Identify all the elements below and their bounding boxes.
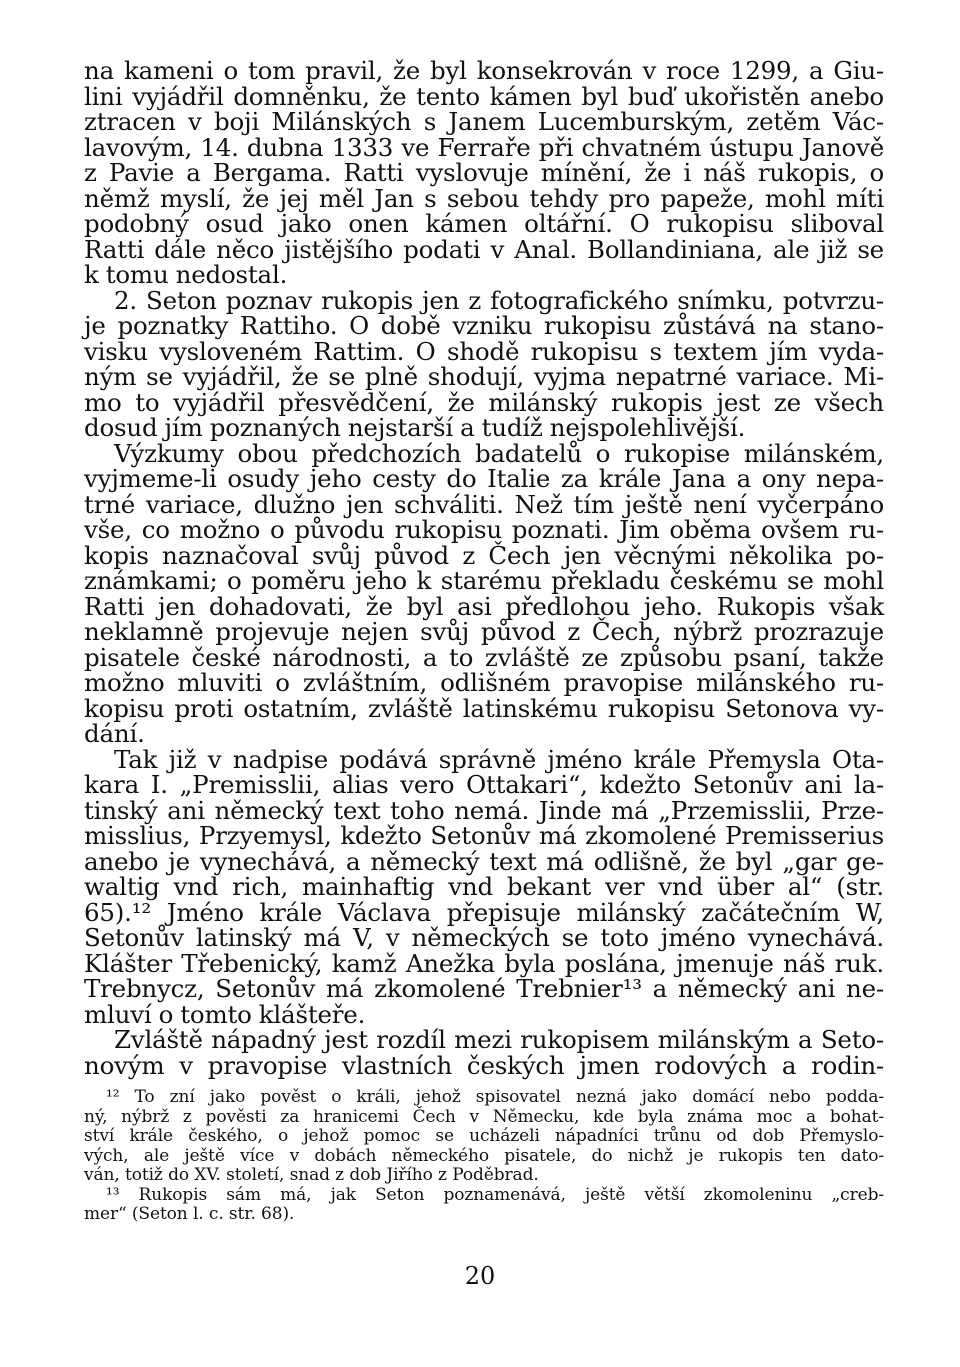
footnote-line: mer“ (Seton l. c. str. 68). xyxy=(84,1204,295,1224)
body-line: vše, co možno o původu rukopisu poznati. Jim oběma ovšem ru- xyxy=(84,515,884,544)
body-line: vyjmeme-li osudy jeho cesty do Italie za krále Jana a ony nepa- xyxy=(84,464,884,493)
footnote-line: ván, totiž do XV. století, snad z dob Jiřího z Poděbrad. xyxy=(84,1165,539,1185)
body-line: dosud jím poznaných nejstarší a tudíž nejspolehlivější. xyxy=(84,413,746,442)
footnotes xyxy=(84,1088,884,1225)
footnote-line: vých, ale ještě více v dobách německého pisatele, do nichž je rukopis ten dato- xyxy=(84,1145,884,1166)
body-line: na kameni o tom pravil, že byl konsekrován v roce 1299, a Giu- xyxy=(84,56,884,85)
body-text xyxy=(84,58,884,1078)
body-line: Ratti jen dohadovati, že byl asi předlohou jeho. Rukopis však xyxy=(84,591,884,621)
body-line: je poznatky Rattiho. O době vzniku rukopisu zůstává na stano- xyxy=(84,311,884,340)
footnote-line: ný, nýbrž z pověsti za hranicemi Čech v Německu, kde byla známa moc a bohat- xyxy=(84,1106,884,1127)
footnote-line: ¹² To zní jako pověst o králi, jehož spisovatel nezná jako domácí nebo podda- xyxy=(106,1087,884,1107)
body-line: možno mluviti o zvláštním, odlišném pravopise milánského ru- xyxy=(84,668,884,697)
body-line: lavovým, 14. dubna 1333 ve Ferraře při chvatném ústupu Janově xyxy=(84,132,884,162)
body-line: z Pavie a Bergama. Ratti vyslovuje mínění, že i náš rukopis, o xyxy=(84,158,884,187)
body-line: k tomu nedostal. xyxy=(84,260,288,289)
body-line: mo to vyjádřil přesvědčení, že milánský rukopis jest ze všech xyxy=(84,387,884,417)
page-content xyxy=(84,58,884,1225)
body-line: Setonův latinský má V, v německých se toto jméno vynechává. xyxy=(84,923,884,952)
body-line: ným se vyjádřil, že se plně shodují, vyjma nepatrné variace. Mi- xyxy=(84,362,884,391)
footnote-line: ¹³ Rukopis sám má, jak Seton poznamenává, ještě větší zkomoleninu „creb- xyxy=(106,1184,884,1205)
body-line: 65).¹² Jméno krále Václava přepisuje milánský začátečním W, xyxy=(84,897,884,927)
body-line: lini vyjádřil domněnku, že tento kámen byl buď ukořistěn anebo xyxy=(84,81,884,111)
body-line: mluví o tomto klášteře. xyxy=(84,999,366,1029)
body-line: kara I. „Premisslii, alias vero Ottakari“, kdežto Setonův ani la- xyxy=(84,770,884,799)
body-line: Výzkumy obou předchozích badatelů o rukopise milánském, xyxy=(114,438,884,468)
body-line: známkami; o poměru jeho k starému překladu českému se mohl xyxy=(84,566,884,595)
body-line: němž myslí, že jej měl Jan s sebou tehdy pro papeže, mohl míti xyxy=(84,183,884,213)
body-line: podobný osud jako onen kámen oltářní. O rukopisu sliboval xyxy=(84,209,884,238)
body-line: trné variace, dlužno jen schváliti. Než tím ještě není vyčerpáno xyxy=(84,489,884,519)
body-line: Klášter Třebenický, kamž Anežka byla poslána, jmenuje náš ruk. xyxy=(84,948,884,978)
body-line: Ratti dále něco jistějšího podati v Anal. Bollandiniana, ale již se xyxy=(84,234,884,264)
body-line: novým v pravopise vlastních českých jmen rodových a rodin- xyxy=(84,1050,884,1080)
body-line: pisatele české národnosti, a to zvláště ze způsobu psaní, takže xyxy=(84,642,884,672)
body-line: misslius, Przyemysl, kdežto Setonův má zkomolené Premisserius xyxy=(84,821,884,850)
body-line: Trebnycz, Setonův má zkomolené Trebnier¹³ a německý ani ne- xyxy=(84,974,884,1003)
body-line: kopis naznačoval svůj původ z Čech jen věcnými několika po- xyxy=(84,540,884,570)
body-line: visku vysloveném Rattim. O shodě rukopisu s textem jím vyda- xyxy=(84,336,884,366)
body-line: tinský ani německý text toho nemá. Jinde má „Przemisslii, Prze- xyxy=(84,795,884,825)
footnote-line: ství krále českého, o jehož pomoc se ucházeli nápadníci trůnu od dob Přemyslo- xyxy=(84,1126,884,1146)
body-line: dání. xyxy=(84,719,145,748)
body-line: anebo je vynechává, a německý text má odlišně, že byl „gar ge- xyxy=(84,846,884,876)
body-line: kopisu proti ostatním, zvláště latinskému rukopisu Setonova vy- xyxy=(84,693,884,723)
body-line: Zvláště nápadný jest rozdíl mezi rukopisem milánským a Seto- xyxy=(114,1025,884,1054)
body-line: neklamně projevuje nejen svůj původ z Čech, nýbrž prozrazuje xyxy=(84,617,884,646)
body-line: waltig vnd rich, mainhaftig vnd bekant ver vnd über al“ (str. xyxy=(84,872,884,901)
body-line: 2. Seton poznav rukopis jen z fotografického snímku, potvrzu- xyxy=(114,285,884,315)
body-line: Tak již v nadpise podává správně jméno krále Přemysla Ota- xyxy=(114,744,884,774)
page-number: 20 xyxy=(464,1262,496,1290)
body-line: ztracen v boji Milánských s Janem Lucemburským, zetěm Vác- xyxy=(84,107,884,136)
